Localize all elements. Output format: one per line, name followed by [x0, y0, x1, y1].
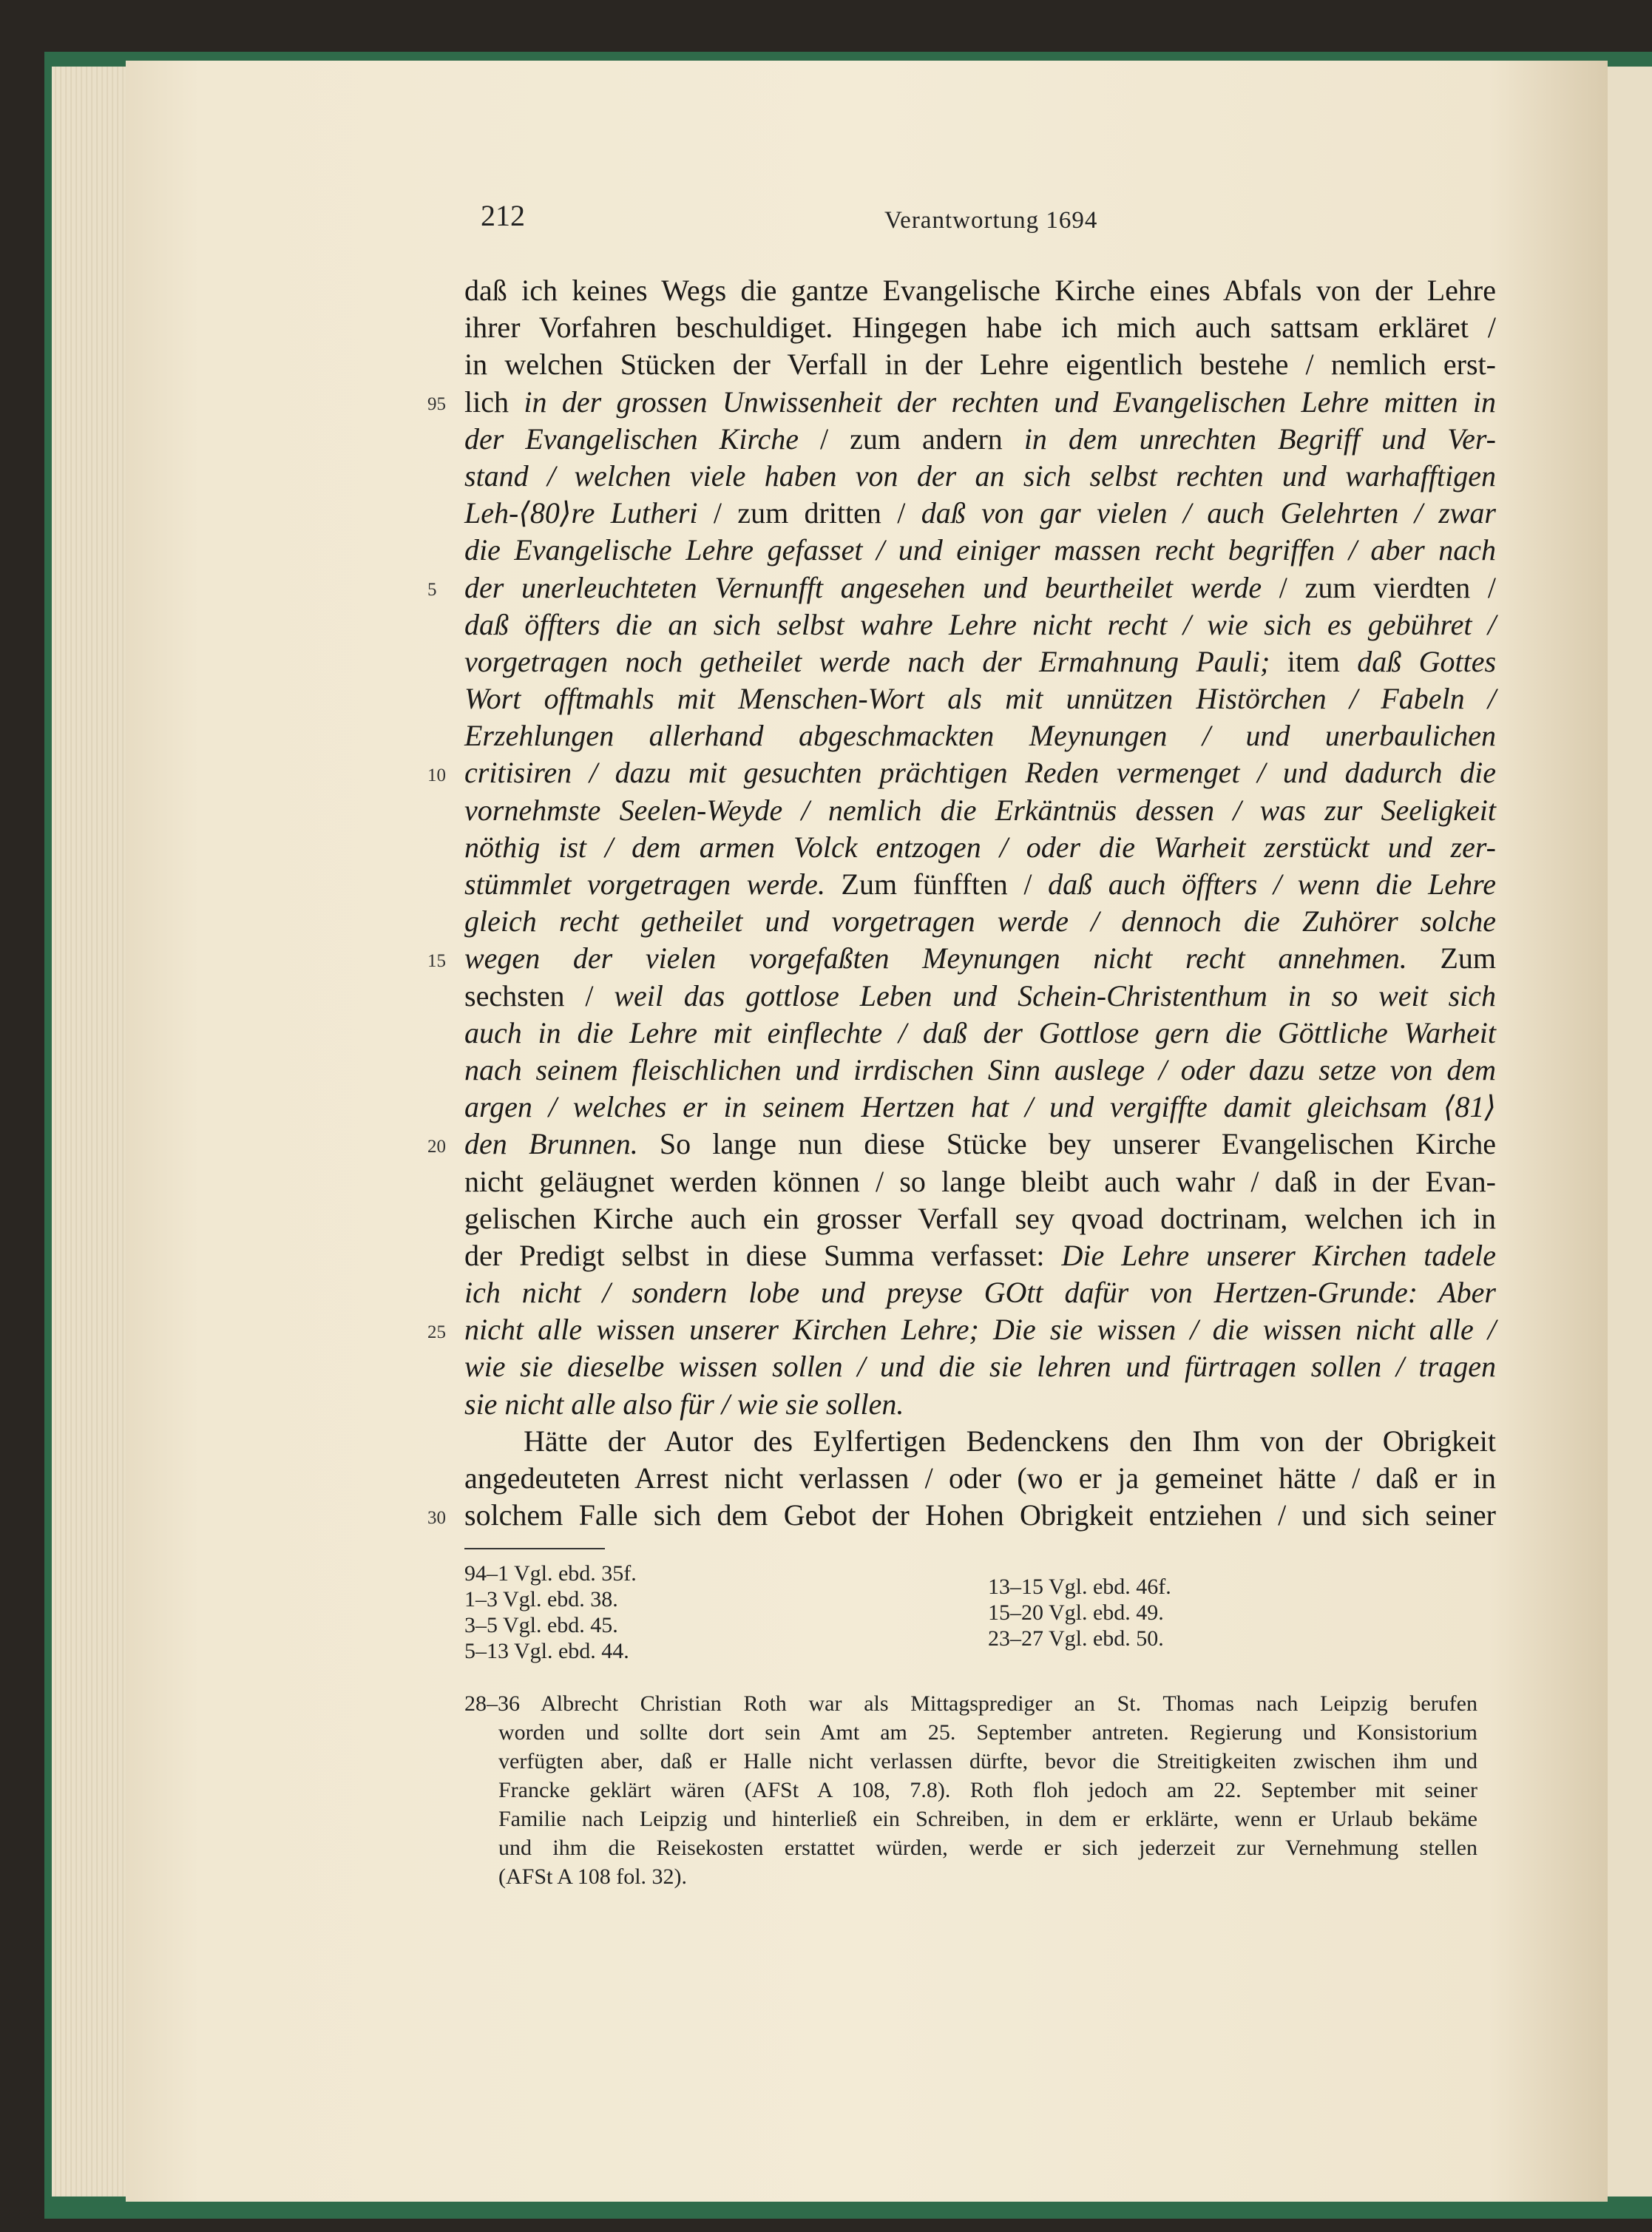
- italic-span: argen / welches er in seinem Hertzen hat / und vergiffte damit gleichsam ⟨81⟩: [464, 1090, 1496, 1124]
- italic-span: daß öffters die an sich selbst wahre Lehre nicht recht / wie sich es gebühret /: [464, 607, 1496, 641]
- line-number: 15: [427, 950, 446, 971]
- footnote-line: worden und sollte dort sein Amt am 25. September antreten. Regierung und Konsistorium: [498, 1720, 1477, 1745]
- footnote-line: 28–36 Albrecht Christian Roth war als Mittagsprediger an St. Thomas nach Leipzig berufen: [464, 1691, 1477, 1716]
- footnote: 13–15 Vgl. ebd. 46f.: [988, 1575, 1171, 1599]
- text-line: [464, 346, 1496, 383]
- text-span: item: [1270, 644, 1358, 678]
- footnote-line: (AFSt A 108 fol. 32).: [498, 1864, 688, 1889]
- footnote-line: Francke geklärt wären (AFSt A 108, 7.8). Roth floh jedoch am 22. September mit seiner: [498, 1778, 1477, 1802]
- italic-span: Leh-⟨80⟩re Lutheri: [464, 496, 698, 530]
- text-line: [464, 1386, 1496, 1423]
- italic-span: nach seinem fleischlichen und irrdischen Sinn auslege / oder dazu setze von dem: [464, 1052, 1496, 1086]
- text-line: [464, 1423, 1496, 1460]
- italic-span: vorgetragen noch getheilet werde nach der Ermahnung Pauli;: [464, 644, 1270, 678]
- text-span: Zum fünfften /: [825, 868, 1049, 901]
- text-span: Hätte der Autor des Eylfertigen Bedenckens den Ihm von der Obrigkeit: [524, 1424, 1496, 1458]
- text-line: [464, 1348, 1496, 1385]
- footnote: 3–5 Vgl. ebd. 45.: [464, 1613, 618, 1637]
- text-span: daß ich keines Wegs die gantze Evangelische Kirche eines Abfals von der Lehre: [464, 274, 1496, 307]
- italic-span: in der grossen Unwissenheit der rechten und Evangelischen Lehre mitten in: [524, 385, 1496, 419]
- text-line: [464, 903, 1496, 940]
- italic-span: stand / welchen viele haben von der an sich selbst rechten und warhafftigen: [464, 459, 1496, 493]
- text-line: [464, 829, 1496, 866]
- italic-span: die Evangelische Lehre gefasset / und einiger massen recht begriffen / aber nach: [464, 533, 1496, 567]
- text-line: [464, 1237, 1496, 1274]
- italic-span: weil das gottlose Leben und Schein-Christenthum in so weit sich: [614, 978, 1497, 1012]
- footnotes-right: [988, 1574, 1171, 1651]
- text-span: So lange nun diese Stücke bey unserer Evangelischen Kirche: [637, 1127, 1496, 1161]
- italic-span: Wort offtmahls mit Menschen-Wort als mit unnützen Histörchen / Fabeln /: [464, 682, 1496, 716]
- line-number: 95: [427, 393, 446, 414]
- line-number: 25: [427, 1322, 446, 1342]
- italic-span: stümmlet vorgetragen werde.: [464, 868, 825, 901]
- text-span: / zum vierdten /: [1262, 570, 1496, 604]
- text-span: sechsten /: [464, 978, 615, 1012]
- italic-span: in dem unrechten Begriff und Ver-: [1023, 422, 1496, 456]
- body-text: [464, 272, 1496, 1534]
- text-line: [464, 272, 1496, 309]
- text-line: [464, 643, 1496, 680]
- text-line: [464, 866, 1496, 903]
- text-line: [464, 1089, 1496, 1126]
- footnote-line: und ihm die Reisekosten erstattet würden, werde er sich jederzeit zur Vernehmung stellen: [498, 1836, 1477, 1860]
- footnote: 1–3 Vgl. ebd. 38.: [464, 1587, 618, 1612]
- text-line: [464, 569, 1496, 606]
- footnote: 23–27 Vgl. ebd. 50.: [988, 1626, 1164, 1651]
- line-number: 5: [427, 579, 437, 600]
- italic-span: Erzehlungen allerhand abgeschmackten Meynungen / und unerbaulichen: [464, 719, 1496, 753]
- footnotes-left: [464, 1560, 637, 1664]
- text-line: [464, 606, 1496, 643]
- text-line: [464, 1126, 1496, 1163]
- italic-span: gleich recht getheilet und vorgetragen werde / dennoch die Zuhörer solche: [464, 904, 1496, 939]
- text-span: ihrer Vorfahren beschuldiget. Hingegen habe ich mich auch sattsam erkläret /: [464, 311, 1496, 345]
- text-span: lich: [464, 385, 524, 419]
- italic-span: wie sie dieselbe wissen sollen / und die sie lehren und fürtragen sollen / tragen: [464, 1350, 1496, 1384]
- italic-span: vornehmste Seelen-Weyde / nemlich die Erkäntnüs dessen / was zur Seeligkeit: [464, 793, 1496, 827]
- italic-span: daß auch öffters / wenn die Lehre: [1048, 868, 1496, 901]
- italic-span: nöthig ist / dem armen Volck entzogen / oder die Warheit zerstückt und zer-: [464, 830, 1496, 864]
- next-page-edge: [1608, 67, 1652, 2197]
- line-number: 30: [427, 1507, 446, 1528]
- footnote-line: verfügten aber, daß er Halle nicht verlassen dürfte, bevor die Streitigkeiten zwischen ihm und: [498, 1749, 1477, 1773]
- italic-span: auch in die Lehre mit einflechte / daß der Gottlose gern die Göttliche Warheit: [464, 1015, 1496, 1049]
- text-span: / zum dritten /: [697, 496, 921, 530]
- text-line: [464, 1497, 1496, 1534]
- line-number: 20: [427, 1136, 446, 1157]
- text-span: Zum: [1406, 941, 1496, 975]
- italic-span: Die Lehre unserer Kirchen tadele: [1061, 1238, 1496, 1272]
- text-line: [464, 384, 1496, 421]
- text-line: [464, 754, 1496, 791]
- text-line: [464, 495, 1496, 532]
- footnote-rule: [464, 1548, 605, 1549]
- italic-span: der unerleuchteten Vernunfft angesehen und beurtheilet werde: [464, 570, 1262, 604]
- text-line: [464, 1015, 1496, 1052]
- running-title: Verantwortung 1694: [884, 207, 1098, 234]
- text-span: solchem Falle sich dem Gebot der Hohen Obrigkeit entziehen / und sich seiner: [464, 1498, 1496, 1532]
- text-line: [464, 717, 1496, 754]
- text-line: [464, 1052, 1496, 1089]
- footnote-long: [464, 1689, 1477, 1891]
- text-span: in welchen Stücken der Verfall in der Lehre eigentlich bestehe / nemlich erst-: [464, 348, 1496, 382]
- page-number: 212: [481, 199, 525, 232]
- text-line: [464, 1460, 1496, 1497]
- text-span: der Predigt selbst in diese Summa verfasset:: [464, 1238, 1062, 1272]
- text-line: [464, 1311, 1496, 1348]
- footnote: 94–1 Vgl. ebd. 35f.: [464, 1561, 637, 1586]
- text-line: [464, 680, 1496, 717]
- italic-span: ich nicht / sondern lobe und preyse GOtt dafür von Hertzen-Grunde: Aber: [464, 1276, 1496, 1310]
- italic-span: nicht alle wissen unserer Kirchen Lehre; Die sie wissen / die wissen nicht alle /: [464, 1313, 1496, 1347]
- italic-span: der Evangelischen Kirche: [464, 422, 799, 456]
- italic-span: critisiren / dazu mit gesuchten prächtigen Reden vermenget / und dadurch die: [464, 756, 1496, 790]
- text-line: [464, 1274, 1496, 1311]
- text-span: / zum andern: [798, 422, 1024, 456]
- text-line: [464, 792, 1496, 829]
- text-line: [464, 978, 1496, 1015]
- page-edges: [52, 67, 133, 2197]
- text-line: [464, 1200, 1496, 1237]
- line-number: 10: [427, 765, 446, 785]
- footnote: 5–13 Vgl. ebd. 44.: [464, 1639, 629, 1663]
- text-line: [464, 532, 1496, 569]
- text-line: [464, 309, 1496, 346]
- text-line: [464, 421, 1496, 458]
- text-line: [464, 458, 1496, 495]
- footnote-line: Familie nach Leipzig und hinterließ ein Schreiben, in dem er erklärte, wenn er Urlaub bekäme: [498, 1807, 1477, 1831]
- text-span: gelischen Kirche auch ein grosser Verfall sey qvoad doctrinam, welchen ich in: [464, 1201, 1496, 1235]
- italic-span: den Brunnen.: [464, 1127, 638, 1161]
- italic-span: sie nicht alle also für / wie sie sollen.: [464, 1387, 904, 1421]
- italic-span: daß Gottes: [1357, 644, 1497, 678]
- footnote: 15–20 Vgl. ebd. 49.: [988, 1600, 1164, 1625]
- text-span: nicht geläugnet werden können / so lange bleibt auch wahr / daß in der Evan-: [464, 1164, 1496, 1198]
- text-span: angedeuteten Arrest nicht verlassen / oder (wo er ja gemeinet hätte / daß er in: [464, 1461, 1496, 1495]
- text-line: [464, 940, 1496, 977]
- italic-span: wegen der vielen vorgefaßten Meynungen nicht recht annehmen.: [464, 941, 1407, 975]
- text-line: [464, 1163, 1496, 1200]
- italic-span: daß von gar vielen / auch Gelehrten / zwar: [921, 496, 1497, 530]
